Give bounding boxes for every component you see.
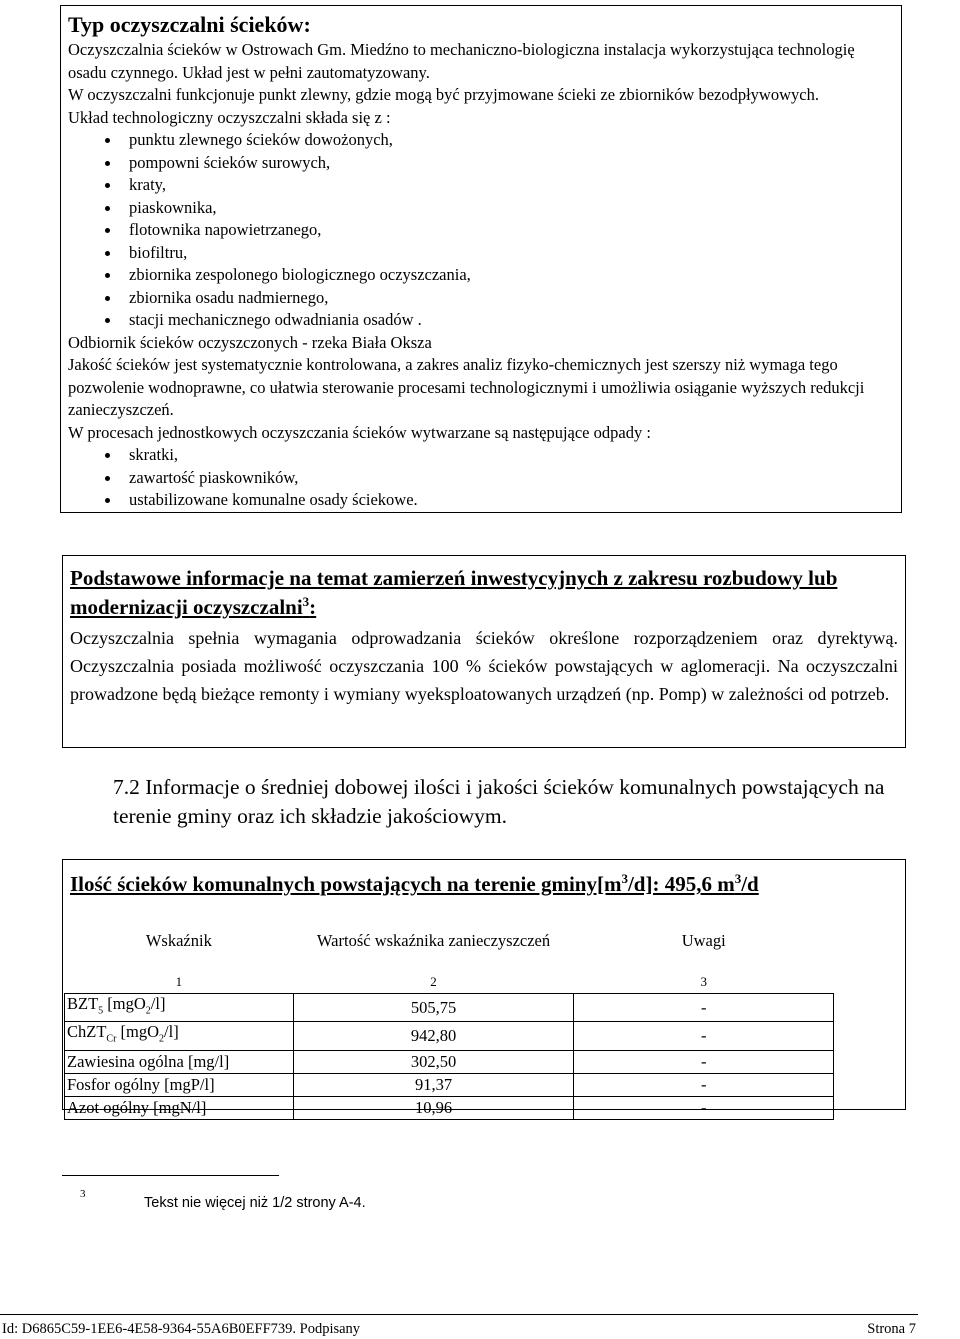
sewage-quantity-heading: Ilość ścieków komunalnych powstających na terenie $gminy[m^3/d]$: 495,6 $m^3/d$	[70, 871, 759, 896]
table-row: Azot ogólny [mgN/l] 10,96 -	[65, 1096, 834, 1119]
table-row: Fosfor ogólny [mgP/l] 91,37 -	[65, 1073, 834, 1096]
header-indicator: Wskaźnik	[145, 931, 212, 950]
list-item: biofiltru,	[129, 242, 895, 265]
components-intro: Układ technologiczny oczyszczalni składa się z :	[68, 107, 391, 127]
list-item: punktu zlewnego ścieków dowożonych,	[129, 129, 895, 152]
table-row: $BZT_5$ [mgO$_2$/l] 505,75 -	[65, 994, 834, 1022]
components-list	[68, 129, 895, 332]
waste-intro: W procesach jednostkowych oczyszczania ścieków wytwarzane są następujące odpady :	[68, 422, 651, 442]
receiver-text: Odbiornik ścieków oczyszczonych - rzeka Biała Oksza	[68, 332, 432, 352]
list-item: zawartość piaskowników,	[129, 467, 895, 490]
footnote-text: Tekst nie więcej niż 1/2 strony A-4.	[144, 1195, 366, 1211]
quality-text: Jakość ścieków jest systematycznie kontrolowana, a zakres analiz fizyko-chemicznych jest szerszy niż wymaga tego pozwolenie wodnoprawne, co ułatwia sterowanie procesami technologicznymi i umożliwia osiąganie wyższych redukcji zanieczyszczeń.	[68, 355, 865, 419]
footnote-separator	[62, 1175, 279, 1176]
document-id: Id: D6865C59-1EE6-4E58-9364-55A6B0EFF739. Podpisany	[2, 1321, 361, 1337]
column-number: 2	[430, 973, 437, 989]
plant-type-title: Typ oczyszczalni ścieków:	[68, 12, 311, 37]
section-number: 7.2	[113, 775, 140, 799]
header-notes: Uwagi	[681, 931, 726, 950]
column-number: 3	[700, 973, 707, 989]
drain-point-text: W oczyszczalni funkcjonuje punkt zlewny, gdzie mogą być przyjmowane ścieki ze zbiorników bezodpływowych.	[68, 85, 819, 104]
list-item: zbiornika zespolonego biologicznego oczyszczania,	[129, 264, 895, 287]
list-item: zbiornika osadu nadmiernego,	[129, 287, 895, 310]
investment-text: Oczyszczalnia spełnia wymagania odprowadzania ścieków określone rozporządzeniem oraz dyrektywą. Oczyszczalnia posiada możliwość oczyszczania 100 % ścieków powstających w aglomeracji. Na oczyszczalni prowadzone będą bieżące remonty i wymiany wyeksploatowanych urządzeń (np. Pomp) w zależności od potrzeb.	[70, 628, 898, 704]
list-item: pompowni ścieków surowych,	[129, 152, 895, 175]
footnote-mark: 3	[80, 1188, 86, 1200]
list-item: skratki,	[129, 444, 895, 467]
list-item: kraty,	[129, 174, 895, 197]
investment-section	[62, 555, 906, 748]
list-item: piaskownika,	[129, 197, 895, 220]
list-item: flotownika napowietrzanego,	[129, 219, 895, 242]
table-row: Zawiesina ogólna [mg/l] 302,50 -	[65, 1050, 834, 1073]
waste-list	[68, 444, 895, 512]
section-7-2-heading	[113, 773, 893, 831]
investment-heading: Podstawowe informacje na temat zamierzeń inwestycyjnych z zakresu rozbudowy lub modernizacji oczyszczalni$^3$:	[70, 566, 838, 619]
section-title: Informacje o średniej dobowej ilości i jakości ścieków komunalnych powstających na terenie gminy oraz ich składzie jakościowym.	[113, 775, 885, 828]
page-footer	[0, 1314, 918, 1337]
header-value: Wartość wskaźnika zanieczyszczeń	[316, 931, 551, 950]
list-item: ustabilizowane komunalne osady ściekowe.	[129, 489, 895, 512]
plant-type-section	[60, 5, 902, 513]
page-number: Strona 7	[867, 1321, 916, 1337]
table-row: ChZT$_{Cr}$ [mgO$_2$/l] 942,80 -	[65, 1022, 834, 1050]
list-item: stacji mechanicznego odwadniania osadów .	[129, 309, 895, 332]
footnote-ref: 3	[302, 594, 310, 609]
column-number: 1	[175, 973, 183, 989]
indicators-table	[64, 912, 834, 1120]
plant-description: Oczyszczalnia ścieków w Ostrowach Gm. Miedźno to mechaniczno-biologiczna instalacja wykorzystująca technologię osadu czynnego. Układ jest w pełni zautomatyzowany.	[68, 40, 855, 82]
